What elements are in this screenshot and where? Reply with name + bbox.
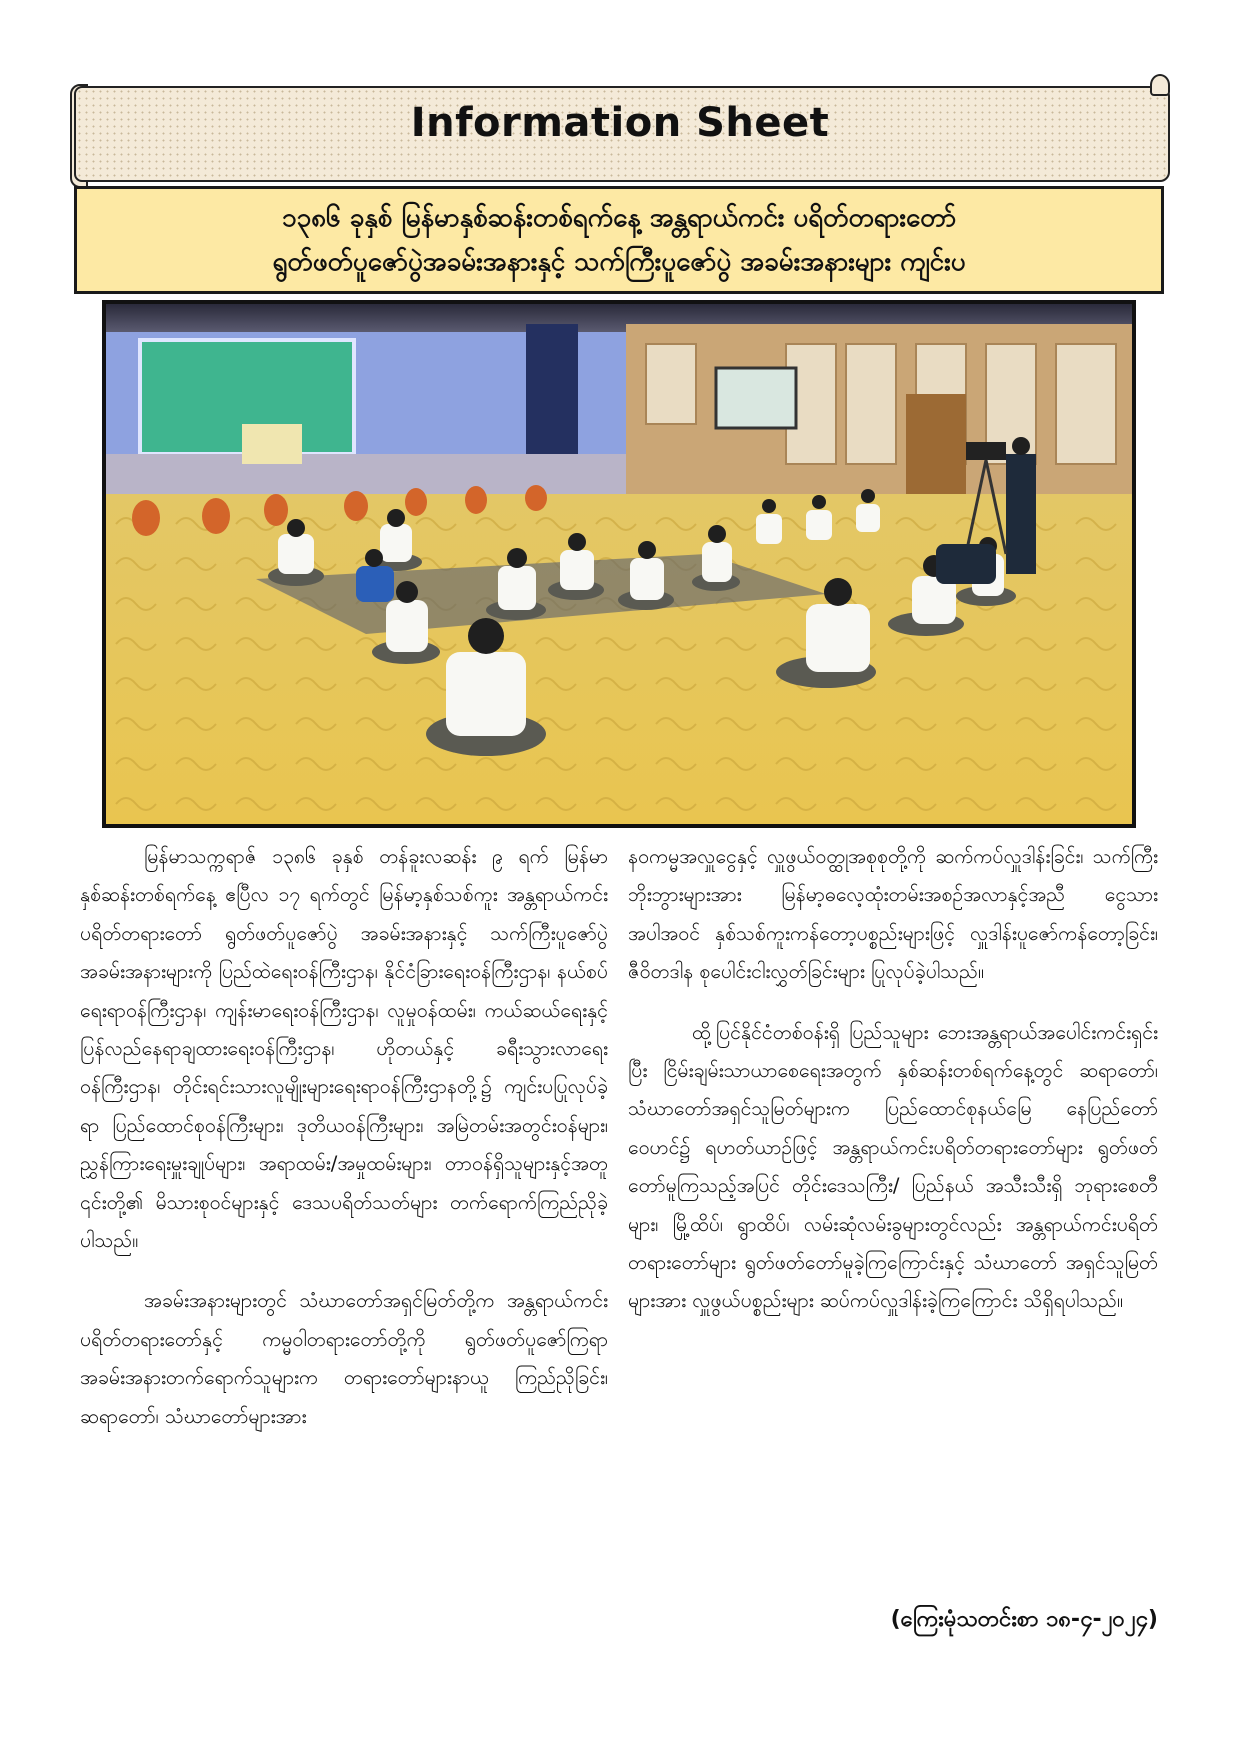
stage (106, 454, 626, 494)
headline-line-2: ရွတ်ဖတ်ပူဇော်ပွဲအခမ်းအနားနှင့် သက်ကြီးပူဇော်ပွဲ အခမ်းအနားများ ကျင်းပ (272, 247, 966, 277)
left-paragraph-1: မြန်မာသက္ကရာဇ် ၁၃၈၆ ခုနှစ် တန်ခူးလဆန်း ၉ ရက် မြန်မာနှစ်ဆန်းတစ်ရက်နေ့ ဧပြီလ ၁၇ ရက်တွင် မြန်မာ့နှစ်သစ်ကူး အန္တရာယ်ကင်း ပရိတ်တရားတော် ရွတ်ဖတ်ပူဇော်ပွဲ အခမ်းအနားနှင့် သက်ကြီးပူဇော်ပွဲ အခမ်းအနားများကို ပြည်ထဲရေးဝန်ကြီးဌာန၊ နိုင်ငံခြားရေးဝန်ကြီးဌာန၊ နယ်စပ်ရေးရာဝန်ကြီးဌာန၊ ကျန်းမာရေးဝန်ကြီးဌာန၊ လူမှုဝန်ထမ်း၊ ကယ်ဆယ်ရေးနှင့် ပြန်လည်နေရာချထားရေးဝန်ကြီးဌာန၊ ဟိုတယ်နှင့် ခရီးသွားလာရေးဝန်ကြီးဌာန၊ တိုင်းရင်းသားလူမျိုးများရေးရာဝန်ကြီးဌာနတို့၌ ကျင်းပပြုလုပ်ခဲ့ရာ ပြည်ထောင်စုဝန်ကြီးများ၊ ဒုတိယဝန်ကြီးများ၊ အမြဲတမ်းအတွင်းဝန်များ၊ ညွှန်ကြားရေးမှူးချုပ်များ၊ အရာထမ်း/အမှုထမ်းများ၊ တာဝန်ရှိသူများနှင့်အတူ ၎င်းတို့၏ မိသားစုဝင်များနှင့် ဒေသပရိတ်သတ်များ တက်ရောက်ကြည်ညိုခဲ့ပါသည်။ (80, 845, 608, 1253)
left-paragraph-2: အခမ်းအနားများတွင် သံဃာတော်အရှင်မြတ်တို့က အန္တရာယ်ကင်းပရိတ်တရားတော်နှင့် ကမ္မဝါတရားတော်တို့ကို ရွတ်ဖတ်ပူဇော်ကြရာ အခမ်းအနားတက်ရောက်သူများက တရားတော်များနာယူ ကြည်ညိုခြင်း၊ ဆရာတော်၊ သံဃာတော်များအား (80, 1289, 608, 1428)
side-screen (716, 368, 796, 428)
left-column (80, 838, 608, 1436)
shrine (242, 424, 302, 464)
headline-box (74, 186, 1164, 294)
right-paragraph-2: ထို့ပြင်နိုင်ငံတစ်ဝန်းရှိ ပြည်သူများ ဘေးအန္တရာယ်အပေါင်းကင်းရှင်းပြီး ငြိမ်းချမ်းသာယာစေရေးအတွက် နှစ်ဆန်းတစ်ရက်နေ့တွင် ဆရာတော်၊ သံဃာတော်အရှင်သူမြတ်များက ပြည်ထောင်စုနယ်မြေ နေပြည်တော်ဝေဟင်၌ ရဟတ်ယာဉ်ဖြင့် အန္တရာယ်ကင်းပရိတ်တရားတော်များ ရွတ်ဖတ်တော်မူကြသည့်အပြင် တိုင်းဒေသကြီး/ ပြည်နယ် အသီးသီးရှိ ဘုရားစေတီများ၊ မြို့ထိပ်၊ ရွာထိပ်၊ လမ်းဆုံလမ်းခွများတွင်လည်း အန္တရာယ်ကင်းပရိတ်တရားတော်များ ရွတ်ဖတ်တော်မူခဲ့ကြကြောင်းနှင့် သံဃာတော် အရှင်သူမြတ်များအား လှူဖွယ်ပစ္စည်းများ ဆပ်ကပ်လှူဒါန်းခဲ့ကြကြောင်း သိရှိရပါသည်။ (628, 1020, 1158, 1313)
ceremony-photo-icon (106, 304, 1132, 824)
headline-line-1: ၁၃၈၆ ခုနှစ် မြန်မာနှစ်ဆန်းတစ်ရက်နေ့ အန္တရာယ်ကင်း ပရိတ်တရားတော် (281, 203, 957, 233)
source-citation: (ကြေးမုံသတင်းစာ ၁၈-၄-၂၀၂၄) (890, 1607, 1158, 1632)
carpet-pattern (106, 494, 1132, 824)
scroll-curl-right (1150, 74, 1170, 96)
carved-door (906, 394, 966, 494)
right-column (628, 838, 1158, 1321)
ceremony-photo (102, 300, 1136, 828)
page-title: Information Sheet (410, 100, 830, 146)
right-paragraph-1: နဝကမ္မအလှူငွေနှင့် လှူဖွယ်ဝတ္ထုအစုစုတို့ကို ဆက်ကပ်လှူဒါန်းခြင်း၊ သက်ကြီးဘိုးဘွားများအား မြန်မာ့ဓလေ့ထုံးတမ်းအစဉ်အလာနှင့်အညီ ငွေသားအပါအဝင် နှစ်သစ်ကူးကန်တော့ပစ္စည်းများဖြင့် လှူဒါန်းပူဇော်ကန်တော့ခြင်း၊ ဇီဝိတဒါန စုပေါင်းငါးလွှတ်ခြင်းများ ပြုလုပ်ခဲ့ပါသည်။ (628, 845, 1158, 984)
